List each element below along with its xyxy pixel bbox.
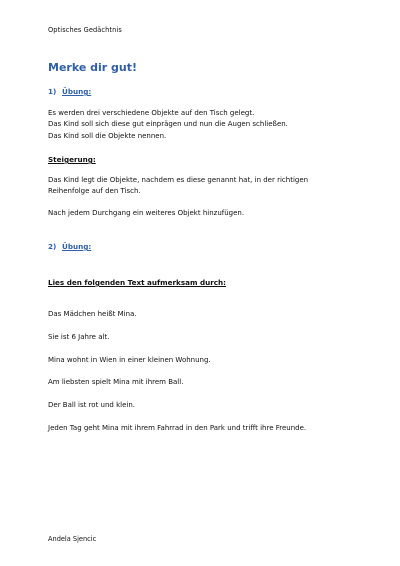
page-title: Merke dir gut!	[48, 61, 138, 74]
exercise-2-label: Übung:	[62, 242, 92, 251]
sentence-4: Am liebsten spielt Mina mit ihrem Ball.	[48, 378, 184, 386]
steigerung-heading: Steigerung:	[48, 155, 96, 164]
sentence-3: Mina wohnt in Wien in einer kleinen Wohnung.	[48, 356, 211, 364]
sentence-1: Das Mädchen heißt Mina.	[48, 310, 137, 318]
exercise-1-heading	[48, 87, 91, 96]
exercise-1-number: 1)	[48, 87, 57, 96]
exercise-1-line-2: Das Kind soll sich diese gut einprägen und nun die Augen schließen.	[48, 120, 288, 128]
exercise-1-line-1: Es werden drei verschiedene Objekte auf den Tisch gelegt.	[48, 109, 255, 117]
exercise-2-heading	[48, 242, 91, 251]
exercise-1-label: Übung:	[62, 87, 92, 96]
exercise-2-instruction: Lies den folgenden Text aufmerksam durch:	[48, 278, 226, 287]
exercise-1-line-3: Das Kind soll die Objekte nennen.	[48, 132, 167, 140]
steigerung-line-3: Nach jedem Durchgang ein weiteres Objekt hinzufügen.	[48, 209, 245, 217]
page-header: Optisches Gedächtnis	[48, 26, 122, 34]
sentence-5: Der Ball ist rot und klein.	[48, 401, 135, 409]
steigerung-line-1: Das Kind legt die Objekte, nachdem es diese genannt hat, in der richtigen	[48, 176, 309, 184]
sentence-2: Sie ist 6 Jahre alt.	[48, 333, 110, 341]
exercise-2-number: 2)	[48, 242, 57, 251]
steigerung-line-2: Reihenfolge auf den Tisch.	[48, 187, 141, 195]
sentence-6: Jeden Tag geht Mina mit ihrem Fahrrad in den Park und trifft ihre Freunde.	[48, 424, 307, 432]
page-footer-author: Andela Sjencic	[48, 535, 97, 543]
